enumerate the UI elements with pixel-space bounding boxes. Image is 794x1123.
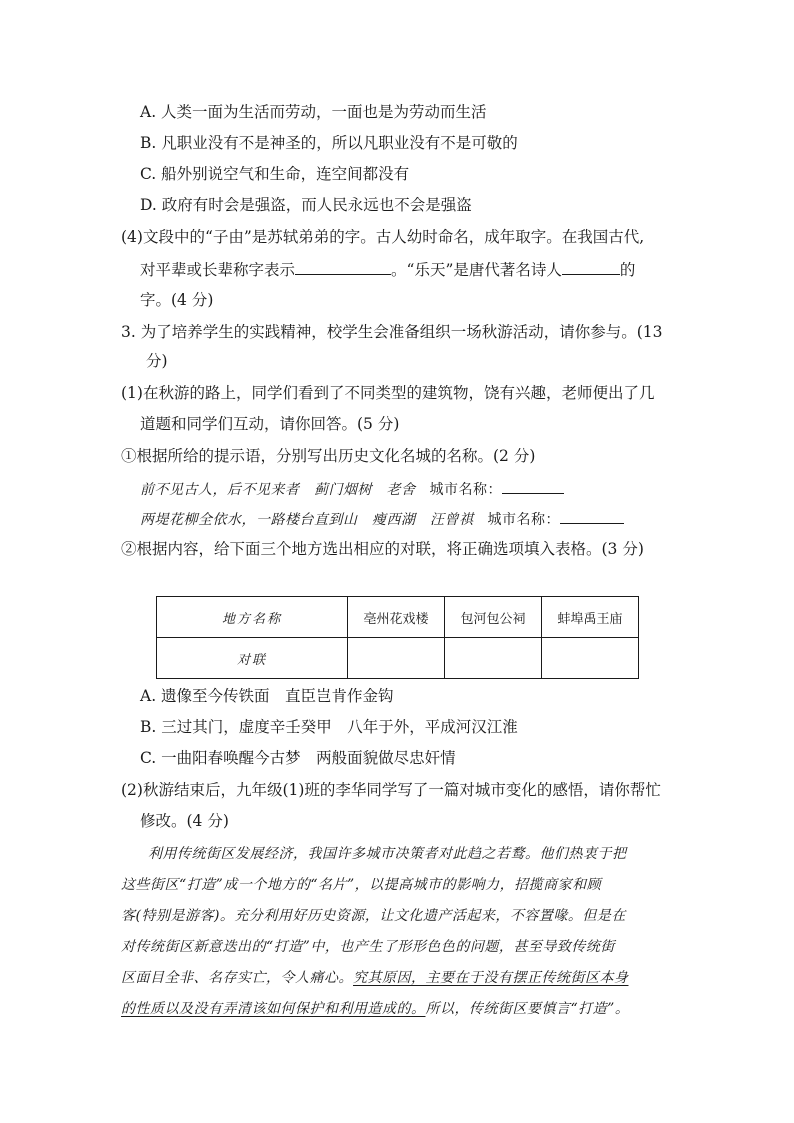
underlined-sentence: 究其原因，主要在于没有摆正传统街区本身 — [353, 970, 629, 986]
passage-line-1: 利用传统街区发展经济，我国许多城市决策者对此趋之若鹜。他们热衷于把 — [148, 846, 627, 862]
question-4-text-b: 。“乐天”是唐代著名诗人 — [391, 261, 562, 279]
question-4-line1: (4)文段中的“子由”是苏轼弟弟的字。古人幼时命名，成年取字。在我国古代, — [121, 228, 645, 246]
hint-2-text: 两堤花柳全依水，一路楼台直到山 瘦西湖 汪曾祺 — [140, 512, 474, 528]
table-cell-place: 亳州花戏楼 — [348, 597, 445, 638]
passage-line-5 — [0, 967, 794, 989]
question-4-line2 — [0, 258, 794, 281]
table-answer-cell[interactable] — [348, 638, 445, 679]
hint-line-1 — [0, 477, 794, 501]
item-2: ②根据内容，给下面三个地方选出相应的对联，将正确选项填入表格。(3 分) — [121, 540, 644, 558]
question-4-text-c: 的 — [619, 261, 636, 279]
city-answer-blank[interactable] — [560, 507, 624, 524]
couplet-c: C. 一曲阳春唤醒今古梦 两般面貌做尽忠奸情 — [140, 749, 456, 767]
question-4-line3: 字。(4 分) — [140, 291, 214, 309]
table-header-couplet: 对联 — [157, 638, 348, 679]
city-answer-blank[interactable] — [502, 477, 564, 494]
sub-question-2-line1: (2)秋游结束后，九年级(1)班的李华同学写了一篇对城市变化的感悟，请你帮忙 — [121, 781, 661, 799]
item-1: ①根据所给的提示语，分别写出历史文化名城的名称。(2 分) — [121, 447, 536, 465]
hint-1-text: 前不见古人，后不见来者 蓟门烟树 老舍 — [140, 482, 416, 498]
passage-line-3: 客(特别是游客)。充分利用好历史资源，让文化遗产活起来，不容置喙。但是在 — [121, 908, 626, 924]
hint-line-2 — [0, 507, 794, 531]
couplet-b: B. 三过其门，虚度辛壬癸甲 八年于外，平成河汉江淮 — [140, 718, 518, 736]
question-4-text-a: 对平辈或长辈称字表示 — [140, 261, 296, 279]
city-label-2: 城市名称： — [487, 512, 560, 528]
passage-text: 区面目全非、名存实亡，令人痛心。 — [121, 970, 353, 986]
table-answer-cell[interactable] — [445, 638, 542, 679]
option-c: C. 船外别说空气和生命，连空间都没有 — [140, 165, 410, 183]
option-a: A. 人类一面为生活而劳动，一面也是为劳动而生活 — [140, 103, 487, 121]
table-row — [157, 638, 639, 679]
answer-blank[interactable] — [562, 258, 620, 275]
table-cell-place: 包河包公祠 — [445, 597, 542, 638]
passage-line-2: 这些街区“打造”成一个地方的“名片”，以提高城市的影响力，招揽商家和顾 — [121, 877, 602, 893]
couplet-a: A. 遗像至今传铁面 直臣岂肯作金钩 — [140, 687, 394, 705]
sub-question-1-line2: 道题和同学们互动，请你回答。(5 分) — [140, 415, 400, 433]
table-header-place: 地方名称 — [157, 597, 348, 638]
answer-blank[interactable] — [295, 258, 391, 275]
table-answer-cell[interactable] — [542, 638, 639, 679]
question-3-line2: 分) — [146, 352, 168, 370]
sub-question-1-line1: (1)在秋游的路上，同学们看到了不同类型的建筑物，饶有兴趣，老师便出了几 — [121, 384, 655, 402]
city-label-1: 城市名称： — [429, 482, 502, 498]
sub-question-2-line2: 修改。(4 分) — [140, 812, 229, 830]
table-row — [157, 597, 639, 638]
underlined-sentence: 的性质以及没有弄清该如何保护和利用造成的。 — [121, 1001, 426, 1017]
passage-line-4: 对传统街区新意迭出的“打造”中，也产生了形形色色的问题，甚至导致传统街 — [121, 939, 615, 955]
table-cell-place: 蚌埠禹王庙 — [542, 597, 639, 638]
answer-table — [156, 596, 639, 679]
passage-text: 所以，传统街区要慎言“打造”。 — [425, 1001, 630, 1017]
option-d: D. 政府有时会是强盗，而人民永远也不会是强盗 — [140, 196, 472, 214]
option-b: B. 凡职业没有不是神圣的，所以凡职业没有不是可敬的 — [140, 134, 518, 152]
question-3-line1: 3. 为了培养学生的实践精神，校学生会准备组织一场秋游活动，请你参与。(13 — [121, 323, 663, 341]
passage-line-6 — [0, 998, 794, 1020]
